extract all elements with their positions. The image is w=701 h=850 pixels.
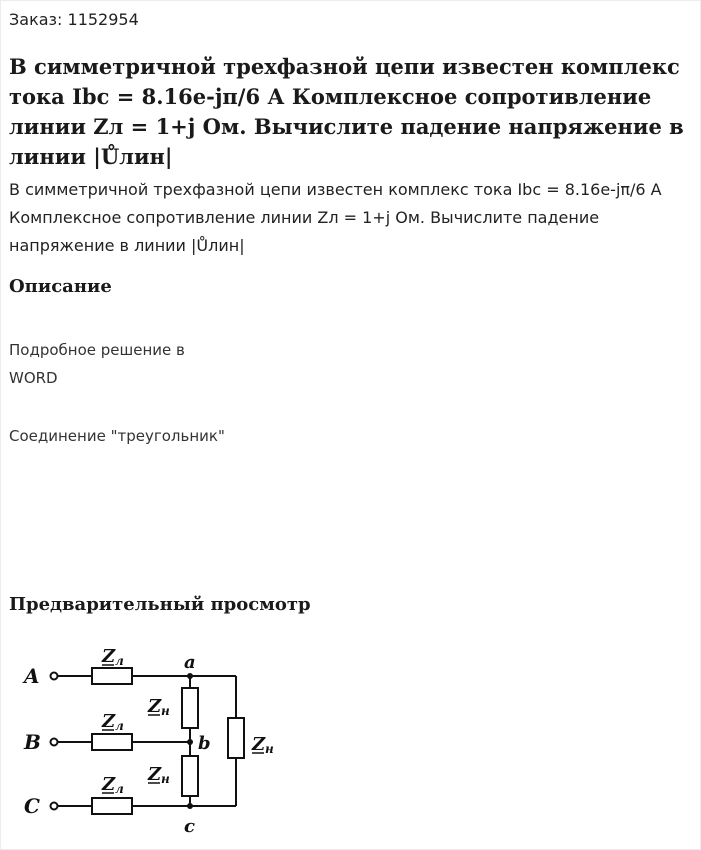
line-z-label-c bbox=[101, 774, 124, 796]
load-resistor-bc bbox=[182, 756, 198, 796]
svg-text:н: н bbox=[161, 772, 170, 786]
svg-text:Z: Z bbox=[148, 696, 162, 717]
terminal-c-dot bbox=[51, 803, 58, 810]
node-a-dot bbox=[187, 673, 193, 679]
svg-text:н: н bbox=[265, 742, 274, 756]
circuit-diagram bbox=[18, 646, 308, 846]
terminal-a-dot bbox=[51, 673, 58, 680]
line-resistor-c bbox=[92, 798, 132, 814]
node-a-label: a bbox=[184, 652, 196, 673]
node-c-label: c bbox=[184, 816, 195, 837]
terminal-c-label: C bbox=[24, 794, 40, 818]
description-line-1: Подробное решение в bbox=[9, 341, 185, 359]
line-resistor-b bbox=[92, 734, 132, 750]
line-z-label-a bbox=[101, 646, 124, 668]
line-z-label-b bbox=[101, 711, 124, 733]
load-resistor-ab bbox=[182, 688, 198, 728]
terminal-b-dot bbox=[51, 739, 58, 746]
svg-text:Z: Z bbox=[148, 764, 162, 785]
load-z-label-bc bbox=[147, 764, 170, 786]
description-heading: Описание bbox=[9, 276, 112, 297]
svg-text:Z: Z bbox=[252, 734, 266, 755]
description-line-2: WORD bbox=[9, 369, 58, 387]
terminal-b-label: B bbox=[24, 730, 41, 754]
svg-text:л: л bbox=[115, 782, 124, 796]
svg-text:Z: Z bbox=[102, 646, 116, 667]
load-resistor-ca bbox=[228, 718, 244, 758]
task-description: В симметричной трехфазной цепи известен комплекс тока Ibc = 8.16e-jπ/6 А Комплексное сопротивление линии Zл = 1+j Ом. Вычислите падение напряжение в линии |Ůлин| bbox=[9, 180, 662, 255]
order-number: Заказ: 1152954 bbox=[9, 10, 139, 29]
node-c-dot bbox=[187, 803, 193, 809]
preview-heading: Предварительный просмотр bbox=[9, 594, 311, 615]
svg-text:л: л bbox=[115, 654, 124, 668]
terminal-a-label: A bbox=[24, 664, 40, 688]
load-z-label-ab bbox=[147, 696, 170, 718]
node-b-dot bbox=[187, 739, 193, 745]
svg-text:н: н bbox=[161, 704, 170, 718]
node-b-label: b bbox=[198, 733, 211, 754]
page-title: В симметричной трехфазной цепи известен комплекс тока Ibc = 8.16e-jπ/6 А Комплексное сопротивление линии Zл = 1+j Ом. Вычислите падение напряжение в линии |Ůлин| bbox=[9, 54, 684, 169]
svg-text:Z: Z bbox=[102, 774, 116, 795]
description-line-3: Соединение "треугольник" bbox=[9, 427, 225, 445]
svg-text:Z: Z bbox=[102, 711, 116, 732]
line-resistor-a bbox=[92, 668, 132, 684]
load-z-label-ca bbox=[251, 734, 274, 756]
svg-text:л: л bbox=[115, 719, 124, 733]
